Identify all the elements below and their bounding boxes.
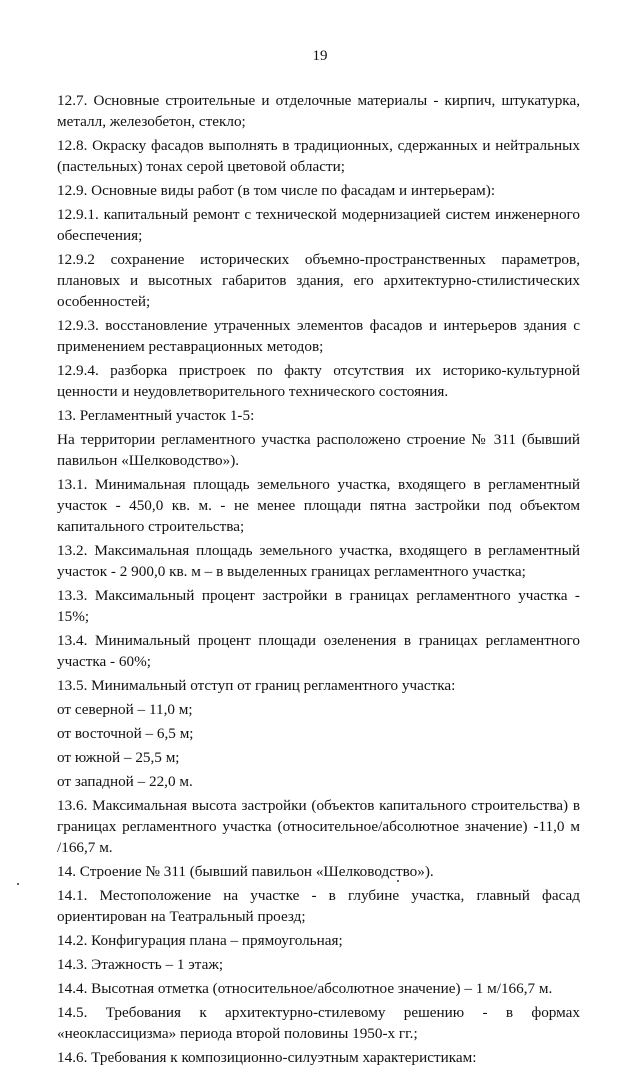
paragraph-14-1: 14.1. Местоположение на участке - в глубине участка, главный фасад ориентирован на Театральный проезд;	[57, 887, 580, 925]
paragraph-12-9-2: 12.9.2 сохранение исторических объемно-пространственных параметров, плановых и высотных габаритов здания, его архитектурно-стилистических особенностей;	[57, 251, 580, 310]
setback-south: от южной – 25,5 м;	[57, 749, 180, 766]
paragraph-12-9-4: 12.9.4. разборка пристроек по факту отсутствия их историко-культурной ценности и неудовлетворительного технического состояния.	[57, 362, 580, 400]
paragraph-14-6: 14.6. Требования к композиционно-силуэтным характеристикам:	[57, 1049, 477, 1066]
setback-east: от восточной – 6,5 м;	[57, 725, 194, 742]
scan-speck	[397, 880, 399, 882]
paragraph-13-4: 13.4. Минимальный процент площади озеленения в границах регламентного участка - 60%;	[57, 632, 580, 670]
section-13-heading: 13. Регламентный участок 1-5:	[57, 407, 255, 424]
paragraph-14-4: 14.4. Высотная отметка (относительное/абсолютное значение) – 1 м/166,7 м.	[57, 980, 553, 997]
scan-speck	[17, 883, 19, 885]
paragraph-12-8: 12.8. Окраску фасадов выполнять в традиционных, сдержанных и нейтральных (пастельных) тонах серой цветовой области;	[57, 137, 580, 175]
paragraph-13-6: 13.6. Максимальная высота застройки (объектов капитального строительства) в границах регламентного участка (относительное/абсолютное значение) -11,0 м /166,7 м.	[57, 797, 580, 856]
section-14-heading: 14. Строение № 311 (бывший павильон «Шелководство»).	[57, 863, 434, 880]
paragraph-13-1: 13.1. Минимальная площадь земельного участка, входящего в регламентный участок - 450,0 кв. м. - не менее площади пятна застройки под объектом капитального строительства;	[57, 476, 580, 535]
paragraph-12-9: 12.9. Основные виды работ (в том числе по фасадам и интерьерам):	[57, 182, 496, 199]
paragraph-13-3: 13.3. Максимальный процент застройки в границах регламентного участка - 15%;	[57, 587, 580, 625]
paragraph-13-5: 13.5. Минимальный отступ от границ регламентного участка:	[57, 677, 456, 694]
page-number: 19	[312, 48, 328, 64]
paragraph-14-3: 14.3. Этажность – 1 этаж;	[57, 956, 224, 973]
setback-west: от западной – 22,0 м.	[57, 773, 193, 790]
paragraph-13-2: 13.2. Максимальная площадь земельного участка, входящего в регламентный участок - 2 900,0 кв. м – в выделенных границах регламентного участка;	[57, 542, 580, 580]
paragraph-12-9-3: 12.9.3. восстановление утраченных элементов фасадов и интерьеров здания с применением реставрационных методов;	[57, 317, 580, 355]
paragraph-13-intro: На территории регламентного участка расположено строение № 311 (бывший павильон «Шелководство»).	[57, 431, 580, 469]
setback-north: от северной – 11,0 м;	[57, 701, 193, 718]
paragraph-12-9-1: 12.9.1. капитальный ремонт с технической модернизацией систем инженерного обеспечения;	[57, 206, 580, 244]
document-body	[57, 90, 580, 1071]
paragraph-12-7: 12.7. Основные строительные и отделочные материалы - кирпич, штукатурка, металл, железобетон, стекло;	[57, 92, 580, 130]
paragraph-14-5: 14.5. Требования к архитектурно-стилевому решению - в формах «неоклассицизма» периода второй половины 1950-х гг.;	[57, 1004, 580, 1042]
paragraph-14-2: 14.2. Конфигурация плана – прямоугольная;	[57, 932, 343, 949]
